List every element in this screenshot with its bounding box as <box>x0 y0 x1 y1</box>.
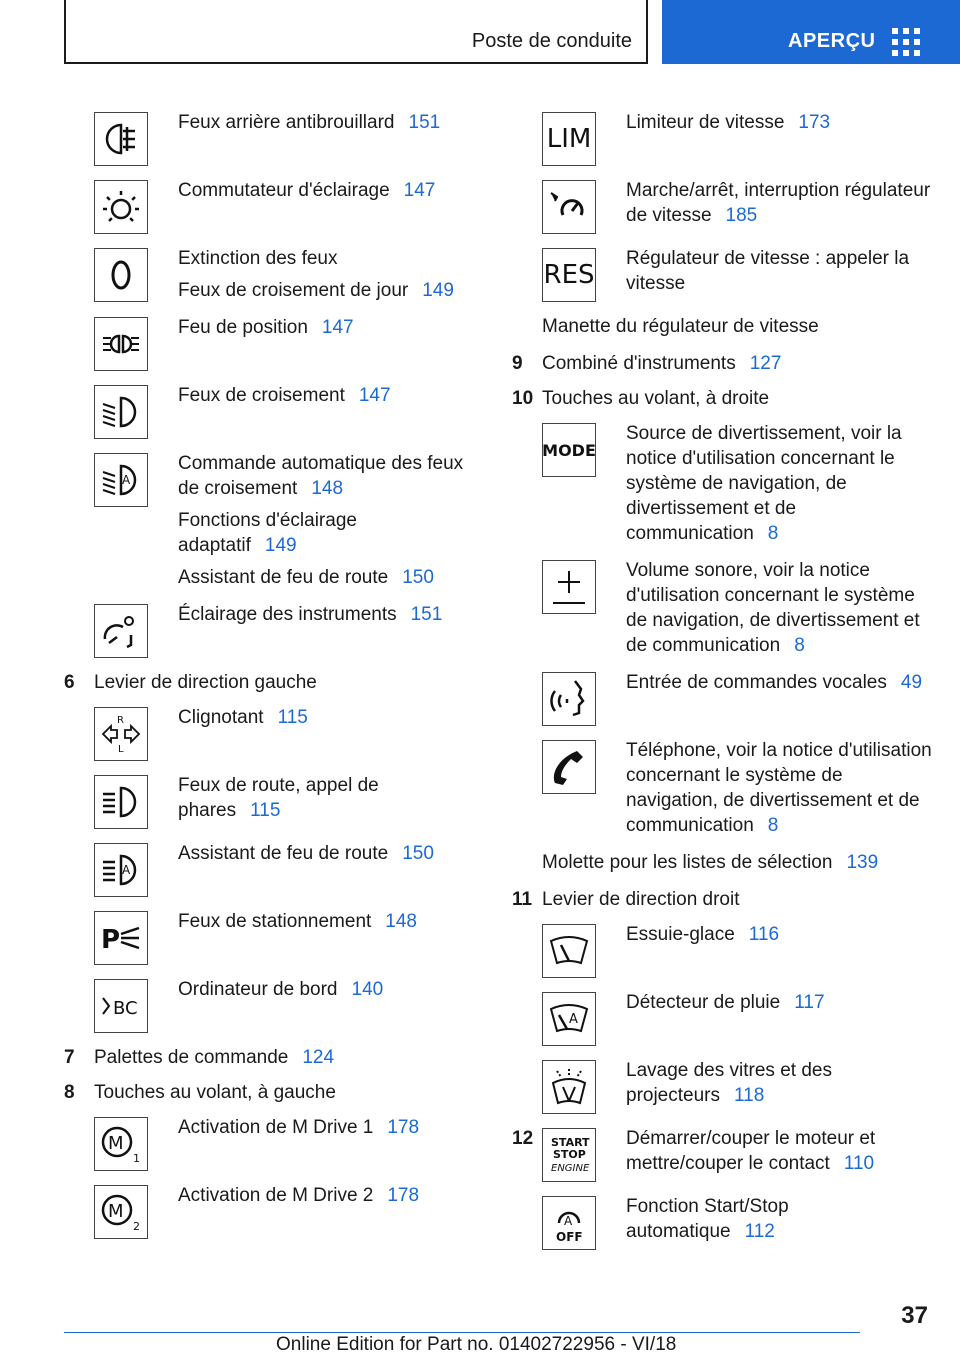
svg-text:BC: BC <box>113 998 138 1019</box>
item-label: Source de divertissement, voir la notice d'utilisation concernant le système de navigation, de divertissement et de communication <box>626 423 902 544</box>
page-ref-link[interactable]: 124 <box>302 1047 335 1068</box>
wiper-icon <box>542 924 596 978</box>
cruise-lever-label: Manette du régulateur de vitesse <box>542 316 819 337</box>
item-label: Assistant de feu de route <box>178 567 389 588</box>
parking-lights-icon <box>94 317 148 371</box>
section-heading <box>512 351 932 376</box>
right-column <box>512 110 932 1262</box>
section-title: Poste de conduite <box>471 30 632 52</box>
page-ref-link[interactable]: 148 <box>385 911 417 932</box>
page-ref-link[interactable]: 149 <box>264 535 297 556</box>
page-ref-link[interactable]: 147 <box>403 180 436 201</box>
list-item <box>64 773 474 829</box>
item-label: Clignotant <box>178 707 264 728</box>
page-ref-link[interactable]: 118 <box>734 1085 765 1106</box>
list-item <box>512 1126 932 1182</box>
turn-signal-icon <box>94 707 148 761</box>
page-ref-link[interactable]: 8 <box>767 815 779 836</box>
page-ref-link[interactable]: 127 <box>749 353 782 374</box>
section-number: 11 <box>512 889 533 910</box>
svg-text:A: A <box>564 1214 573 1228</box>
page-ref-link[interactable]: 148 <box>311 478 344 499</box>
list-item <box>512 1194 932 1250</box>
list-item <box>64 977 474 1033</box>
item-label: Feux de croisement de jour <box>178 280 409 301</box>
page-ref-link[interactable]: 115 <box>277 707 308 728</box>
m-drive-1-icon <box>94 1117 148 1171</box>
selection-wheel-label: Molette pour les listes de sélection 139 <box>542 852 879 873</box>
item-label: Feux de croisement <box>178 385 345 406</box>
section-number: 8 <box>64 1082 75 1103</box>
page-ref-link[interactable]: 49 <box>900 672 923 693</box>
washer-icon <box>542 1060 596 1114</box>
list-item <box>512 922 932 978</box>
svg-text:START: START <box>551 1136 590 1149</box>
svg-text:A: A <box>122 863 131 877</box>
list-item <box>64 705 474 761</box>
section-heading <box>512 386 932 411</box>
rain-sensor-icon <box>542 992 596 1046</box>
list-item <box>512 990 932 1046</box>
phone-icon <box>542 740 596 794</box>
svg-text:ENGINE: ENGINE <box>551 1163 590 1174</box>
item-label: Éclairage des instruments <box>178 604 397 625</box>
page-ref-link[interactable]: 116 <box>748 924 780 945</box>
list-item <box>64 451 474 590</box>
section-label: Touches au volant, à gauche <box>94 1082 336 1103</box>
list-item <box>64 602 474 658</box>
svg-text:STOP: STOP <box>553 1148 586 1161</box>
list-item <box>64 841 474 897</box>
mode-button-icon: MODE <box>542 423 596 477</box>
item-label: Assistant de feu de route <box>178 843 389 864</box>
item-label: Lavage des vitres et des projecteurs <box>626 1060 832 1106</box>
section-heading <box>64 670 474 695</box>
page-ref-link[interactable]: 8 <box>767 523 779 544</box>
lights-off-icon <box>94 248 148 302</box>
list-item <box>64 909 474 965</box>
speed-limiter-icon: LIM <box>542 112 596 166</box>
item-label: Feux de stationnement <box>178 911 372 932</box>
section-number: 10 <box>512 388 534 409</box>
section-heading <box>64 1045 474 1070</box>
page-ref-link[interactable]: 110 <box>843 1153 875 1174</box>
list-item <box>512 670 932 726</box>
page-ref-link[interactable]: 178 <box>387 1117 420 1138</box>
section-label: Palettes de commande <box>94 1047 289 1068</box>
item-label: Activation de M Drive 1 <box>178 1117 374 1138</box>
rear-fog-light-icon <box>94 112 148 166</box>
item-label: Extinction des feux <box>178 248 338 269</box>
page-ref-link[interactable]: 178 <box>387 1185 420 1206</box>
list-item <box>512 421 932 546</box>
section-label: Touches au volant, à droite <box>542 388 770 409</box>
item-label: Fonctions d'éclairage adaptatif <box>178 510 357 556</box>
section-number: 7 <box>64 1047 75 1068</box>
item-label: Détecteur de pluie <box>626 992 781 1013</box>
header-bar <box>64 0 648 64</box>
item-label: Feux de route, appel de phares <box>178 775 379 821</box>
list-item <box>64 110 474 166</box>
list-item <box>64 178 474 234</box>
overview-tab-label: APERÇU <box>788 30 876 52</box>
auto-headlight-icon <box>94 453 148 507</box>
svg-text:1: 1 <box>133 1152 140 1165</box>
high-beam-icon <box>94 775 148 829</box>
section-number: 6 <box>64 672 75 693</box>
page-ref-link[interactable]: 173 <box>798 112 831 133</box>
list-item <box>64 1115 474 1171</box>
item-label: Essuie-glace <box>626 924 735 945</box>
list-item <box>512 246 932 302</box>
item-label: Commande automatique des feux de croisement <box>178 453 464 499</box>
onboard-computer-icon <box>94 979 148 1033</box>
page-ref-link[interactable]: 8 <box>794 635 805 656</box>
item-label: Ordinateur de bord <box>178 979 338 1000</box>
item-label: Feux arrière antibrouillard <box>178 112 395 133</box>
light-switch-icon <box>94 180 148 234</box>
page-ref-link[interactable]: 112 <box>744 1221 775 1242</box>
list-item <box>512 558 932 658</box>
svg-text:2: 2 <box>133 1220 140 1233</box>
page-ref-link[interactable]: 147 <box>321 317 354 338</box>
section-label: Levier de direction droit <box>542 889 740 910</box>
page-ref-link[interactable]: 151 <box>410 604 443 625</box>
item-label: Téléphone, voir la notice d'utilisation concernant le système de navigation, de divertissement et de communication <box>626 740 932 836</box>
page-ref-link[interactable]: 115 <box>250 800 281 821</box>
item-label: Fonction Start/Stop automatique <box>626 1196 789 1242</box>
overview-tab[interactable] <box>662 0 960 64</box>
cruise-on-off-icon <box>542 180 596 234</box>
list-item <box>64 315 474 371</box>
svg-text:M: M <box>108 1201 124 1222</box>
page-ref-link[interactable]: 140 <box>351 979 384 1000</box>
high-beam-assist-icon <box>94 843 148 897</box>
page-number: 37 <box>901 1302 928 1329</box>
section-number: 9 <box>512 353 523 374</box>
grid-icon <box>892 28 920 56</box>
footer-divider <box>64 1332 860 1333</box>
item-label: Entrée de commandes vocales <box>626 672 887 693</box>
auto-start-stop-icon <box>542 1196 596 1250</box>
list-item <box>512 738 932 838</box>
start-stop-engine-icon <box>542 1128 596 1182</box>
volume-icon <box>542 560 596 614</box>
section-heading <box>64 1080 474 1105</box>
list-item <box>512 1058 932 1114</box>
list-item <box>64 383 474 439</box>
item-label: Feu de position <box>178 317 308 338</box>
page-ref-link[interactable]: 185 <box>725 205 758 226</box>
list-item <box>64 246 474 303</box>
svg-text:L: L <box>118 744 124 755</box>
item-label: Activation de M Drive 2 <box>178 1185 374 1206</box>
svg-text:A: A <box>569 1012 578 1027</box>
low-beam-icon <box>94 385 148 439</box>
item-label: Volume sonore, voir la notice d'utilisation concernant le système de navigation, de divertissement et de communication <box>626 560 920 656</box>
section-heading <box>512 887 932 912</box>
svg-text:M: M <box>108 1133 124 1154</box>
cruise-resume-icon: RES <box>542 248 596 302</box>
item-label: Démarrer/couper le moteur et mettre/couper le contact <box>626 1128 876 1174</box>
item-label: Régulateur de vitesse : appeler la vitesse <box>626 248 910 294</box>
page-ref-link[interactable]: 139 <box>846 852 879 873</box>
page-ref-link[interactable]: 150 <box>402 843 434 864</box>
edition-footer: Online Edition for Part no. 01402722956 - VI/18 <box>276 1334 677 1355</box>
item-label: Commutateur d'éclairage <box>178 180 390 201</box>
m-drive-2-icon <box>94 1185 148 1239</box>
page-ref-link[interactable]: 151 <box>408 112 441 133</box>
page-ref-link[interactable]: 147 <box>358 385 391 406</box>
svg-text:OFF: OFF <box>556 1230 583 1244</box>
section-label: Levier de direction gauche <box>94 672 317 693</box>
svg-text:A: A <box>122 473 131 487</box>
list-item <box>64 1183 474 1239</box>
page-ref-link[interactable]: 149 <box>422 280 454 301</box>
svg-text:R: R <box>117 715 124 726</box>
instrument-lighting-icon <box>94 604 148 658</box>
parking-light-icon <box>94 911 148 965</box>
section-label: Combiné d'instruments <box>542 353 736 374</box>
svg-text:P: P <box>101 925 121 955</box>
item-label: Limiteur de vitesse <box>626 112 785 133</box>
section-number: 12 <box>512 1128 534 1149</box>
list-item <box>512 110 932 166</box>
page-ref-link[interactable]: 117 <box>794 992 825 1013</box>
list-item <box>512 178 932 234</box>
left-column <box>64 110 474 1251</box>
page-ref-link[interactable]: 150 <box>402 567 434 588</box>
item-label: Marche/arrêt, interruption régulateur de vitesse <box>626 180 931 226</box>
voice-command-icon <box>542 672 596 726</box>
